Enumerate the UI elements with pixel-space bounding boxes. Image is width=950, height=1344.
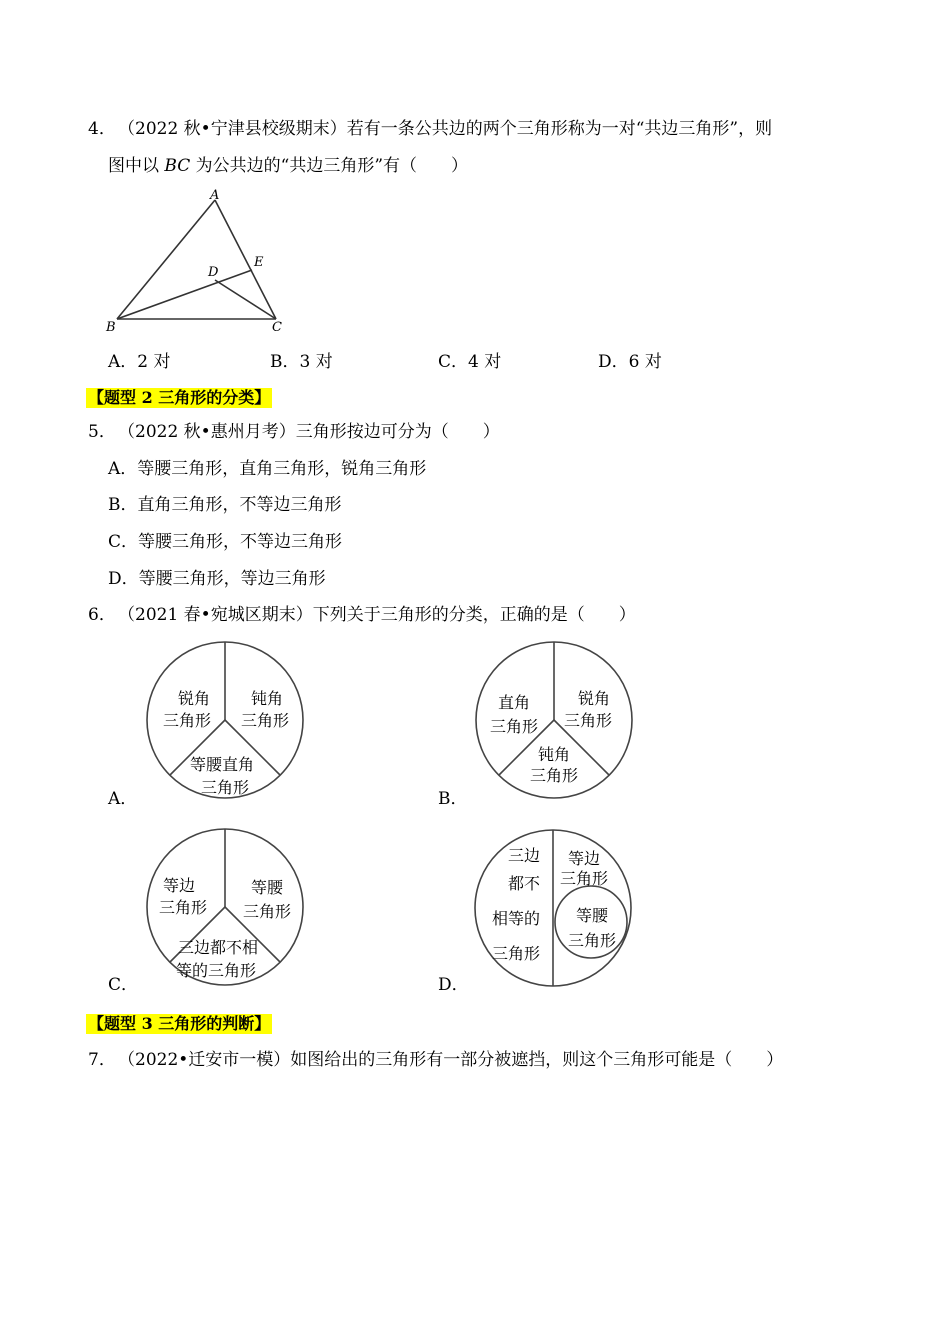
point-e-label: E xyxy=(254,255,264,270)
diag-a-bottom-line1: 等腰直角 xyxy=(190,755,255,774)
diag-d-right-line2: 三角形 xyxy=(560,869,609,888)
q5-option-a[interactable]: A．等腰三角形，直角三角形，锐角三角形 xyxy=(108,459,427,479)
q6-diagram-b[interactable] xyxy=(474,642,634,802)
q6-diagram-c[interactable] xyxy=(145,829,309,989)
diag-d-left-line4: 三角形 xyxy=(492,944,541,963)
point-d-label: D xyxy=(208,265,219,280)
diag-d-left-line3: 相等的 xyxy=(492,909,541,928)
diag-b-bottom-line2: 三角形 xyxy=(530,766,579,785)
q4-option-a[interactable]: A．2 对 xyxy=(108,352,171,372)
q4-number: 4． xyxy=(88,119,116,139)
q4-option-d[interactable]: D．6 对 xyxy=(598,352,662,372)
diag-d-inner-line2: 三角形 xyxy=(568,931,617,950)
q6-number: 6． xyxy=(88,605,116,625)
point-b-label: B xyxy=(106,320,116,335)
diag-a-right-line1: 钝角 xyxy=(251,689,284,708)
diag-d-right-line1: 等边 xyxy=(568,849,601,868)
q6-diagram-d[interactable] xyxy=(474,829,634,989)
diag-c-right-line2: 三角形 xyxy=(243,902,292,921)
q5-option-d[interactable]: D．等腰三角形，等边三角形 xyxy=(108,569,326,589)
section-header-type3: 【题型 3 三角形的判断】 xyxy=(88,1014,271,1033)
diag-c-left-line1: 等边 xyxy=(163,876,196,895)
diag-d-left-line1: 三边 xyxy=(508,846,541,865)
q6-option-b-label[interactable]: B． xyxy=(438,789,468,809)
diag-d-inner-line1: 等腰 xyxy=(576,906,609,925)
diag-a-left-line2: 三角形 xyxy=(163,711,212,730)
diag-b-right-line2: 三角形 xyxy=(564,711,613,730)
diag-b-left-line1: 直角 xyxy=(498,693,531,712)
q6-option-a-label[interactable]: A． xyxy=(108,789,138,809)
q4-option-c[interactable]: C．4 对 xyxy=(438,352,502,372)
q7-stem: （2022•迁安市一模）如图给出的三角形有一部分被遮挡，则这个三角形可能是（ ） xyxy=(118,1050,784,1070)
q6-stem: （2021 春•宛城区期末）下列关于三角形的分类，正确的是（ ） xyxy=(118,605,636,625)
diag-c-bottom-line2: 等的三角形 xyxy=(176,961,257,980)
diag-c-bottom-line1: 三边都不相 xyxy=(178,938,259,957)
q6-option-c-label[interactable]: C． xyxy=(108,975,139,995)
q7-number: 7． xyxy=(88,1050,116,1070)
point-c-label: C xyxy=(272,320,282,335)
q5-stem: （2022 秋•惠州月考）三角形按边可分为（ ） xyxy=(118,422,500,442)
diag-a-right-line2: 三角形 xyxy=(241,711,290,730)
q6-diagram-a[interactable] xyxy=(145,642,309,802)
q4-stem-line2: 图中以 BC 为公共边的“共边三角形”有（ ） xyxy=(108,156,469,176)
diag-d-left-line2: 都不 xyxy=(508,874,541,893)
q4-stem-line1: （2022 秋•宁津县校级期末）若有一条公共边的两个三角形称为一对“共边三角形”，则 xyxy=(118,119,773,139)
q5-number: 5． xyxy=(88,422,116,442)
diag-b-left-line2: 三角形 xyxy=(490,717,539,736)
diag-c-right-line1: 等腰 xyxy=(251,878,284,897)
diag-b-bottom-line1: 钝角 xyxy=(538,745,571,764)
q5-option-c[interactable]: C．等腰三角形，不等边三角形 xyxy=(108,532,343,552)
section-header-type2: 【题型 2 三角形的分类】 xyxy=(88,388,271,407)
diag-b-right-line1: 锐角 xyxy=(578,689,611,708)
diag-a-bottom-line2: 三角形 xyxy=(201,778,250,797)
q4-option-b[interactable]: B．3 对 xyxy=(270,352,333,372)
q6-option-d-label[interactable]: D． xyxy=(438,975,469,995)
diag-c-left-line2: 三角形 xyxy=(159,898,208,917)
diag-a-left-line1: 锐角 xyxy=(178,689,211,708)
q5-option-b[interactable]: B．直角三角形，不等边三角形 xyxy=(108,495,342,515)
point-a-label: A xyxy=(210,188,220,203)
q4-triangle-figure xyxy=(100,185,300,335)
